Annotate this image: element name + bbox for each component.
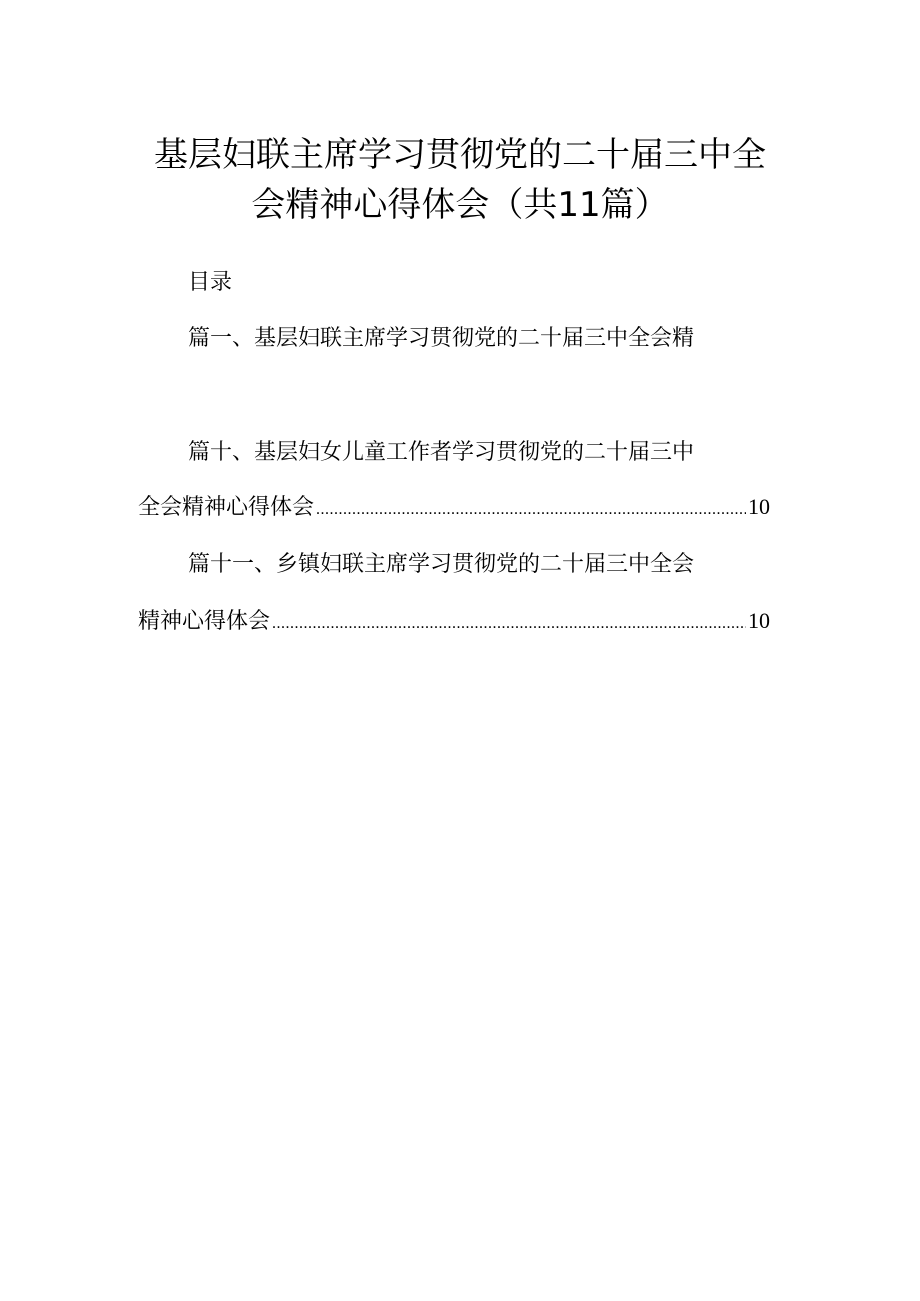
toc-entry-11-line-1[interactable]: 篇十一、乡镇妇联主席学习贯彻党的二十届三中全会: [188, 552, 695, 577]
toc-entry-10-page-number: 10: [748, 494, 770, 519]
toc-dot-leader: [316, 493, 746, 527]
toc-dot-leader: [272, 607, 746, 641]
toc-entry-11-page-number: 10: [748, 608, 770, 633]
toc-entry-10-line-1[interactable]: 篇十、基层妇女儿童工作者学习贯彻党的二十届三中: [188, 440, 695, 465]
toc-heading: 目录: [188, 270, 233, 295]
document-title-line-2: 会精神心得体会（共11篇）: [251, 185, 669, 225]
toc-entry-11-line-2[interactable]: [138, 604, 770, 641]
toc-entry-1-line-1[interactable]: 篇一、基层妇联主席学习贯彻党的二十届三中全会精: [188, 326, 695, 351]
toc-entry-10-line-2[interactable]: [138, 490, 770, 527]
toc-entry-11-text: 精神心得体会: [138, 609, 271, 634]
document-title-line-1: 基层妇联主席学习贯彻党的二十届三中全: [154, 135, 766, 175]
toc-entry-10-text: 全会精神心得体会: [138, 495, 315, 520]
